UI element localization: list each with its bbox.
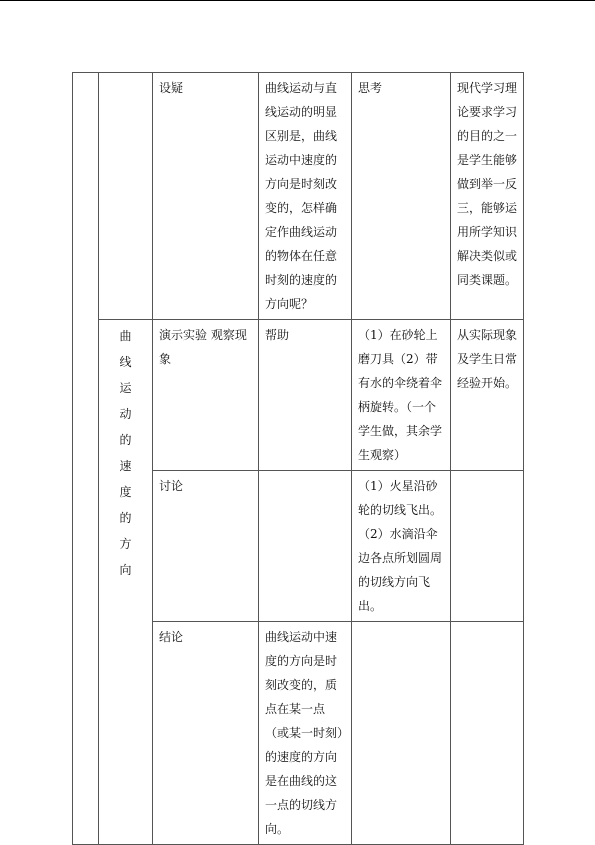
intent-cell bbox=[451, 471, 524, 622]
section-title-cell bbox=[99, 320, 153, 845]
intent-cell: 从实际现象及学生日常经验开始。 bbox=[451, 320, 524, 471]
activity-cell: 结论 bbox=[153, 622, 259, 845]
student-cell: （1）在砂轮上磨刀具（2）带有水的伞绕着伞柄旋转。（一个学生做，其余学生观察） bbox=[352, 320, 451, 471]
student-cell bbox=[352, 622, 451, 845]
teacher-cell: 曲线运动与直线运动的明显区别是，曲线运动中速度的方向是时刻改变的，怎样确定作曲线运动的物体在任意时刻的速度的方向呢？ bbox=[259, 73, 352, 320]
page-top-rule bbox=[0, 0, 595, 1]
intent-cell: 现代学习理论要求学习的目的之一是学生能够做到举一反三，能够运用所学知识解决类似或同类课题。 bbox=[451, 73, 524, 320]
section-title: 曲线运动的速度的方向 bbox=[119, 329, 132, 577]
blank-topic-cell bbox=[99, 73, 153, 320]
student-cell: （1）火星沿砂轮的切线飞出。（2）水滴沿伞边各点所划圆周的切线方向飞出。 bbox=[352, 471, 451, 622]
intent-cell bbox=[451, 622, 524, 845]
lesson-plan-table bbox=[72, 72, 524, 845]
student-cell: 思考 bbox=[352, 73, 451, 320]
blank-left-column-cell bbox=[73, 73, 99, 845]
teacher-cell bbox=[259, 471, 352, 622]
activity-cell: 设疑 bbox=[153, 73, 259, 320]
teacher-cell: 帮助 bbox=[259, 320, 352, 471]
table-row bbox=[73, 73, 524, 320]
activity-cell: 讨论 bbox=[153, 471, 259, 622]
activity-cell: 演示实验 观察现象 bbox=[153, 320, 259, 471]
teacher-cell: 曲线运动中速度的方向是时刻改变的，质点在某一点（或某一时刻）的速度的方向是在曲线的这一点的切线方向。 bbox=[259, 622, 352, 845]
table-row bbox=[73, 320, 524, 471]
